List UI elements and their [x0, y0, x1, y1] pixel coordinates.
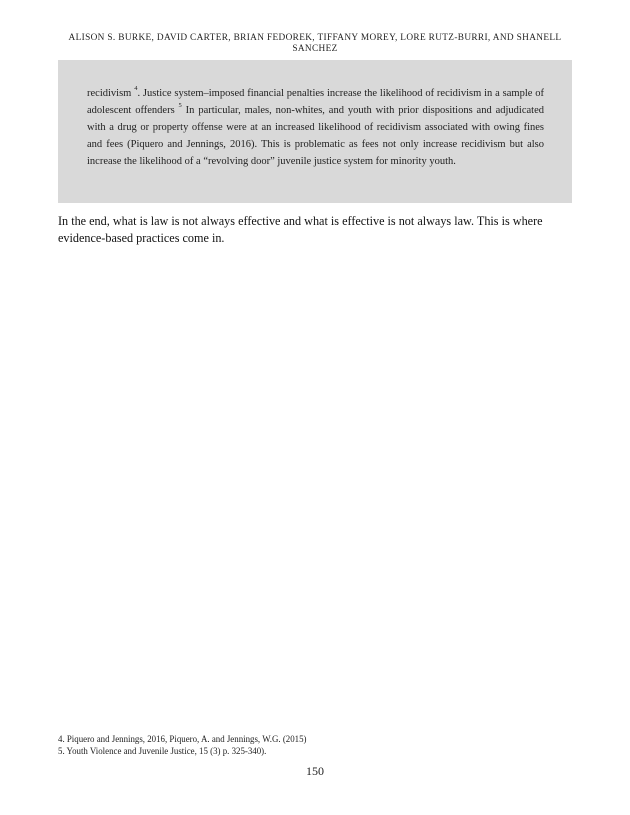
footnotes [58, 733, 572, 757]
callout-text: recidivism [87, 88, 135, 99]
running-header: ALISON S. BURKE, DAVID CARTER, BRIAN FEDOREK, TIFFANY MOREY, LORE RUTZ-BURRI, AND SHANELL SANCHEZ [68, 33, 562, 54]
footnote-4: 4. Piquero and Jennings, 2016, Piquero, A. and Jennings, W.G. (2015) [58, 734, 307, 744]
footnote-ref-4[interactable]: 4 [134, 85, 138, 92]
callout-box [58, 60, 572, 203]
footnote-ref-5[interactable]: 5 [178, 102, 182, 109]
callout-text: . Justice system–imposed financial penalties increase the likelihood of recidivism in a sample of adolescent offenders [87, 88, 544, 116]
footnote-5: 5. Youth Violence and Juvenile Justice, 15 (3) p. 325-340). [58, 746, 267, 756]
body-paragraph: In the end, what is law is not always effective and what is effective is not always law. This is where evidence-based practices come in. [58, 214, 543, 245]
page-number: 150 [306, 764, 324, 778]
callout-text: In particular, males, non-whites, and youth with prior dispositions and adjudicated with a drug or property offense were at an increased likelihood of recidivism associated with owing fines and fees (Piquero and Jennings, 2016). This is problematic as fees not only increase recidivism but also increase the likelihood of a “revolving door” juvenile justice system for minority youth. [87, 105, 544, 167]
